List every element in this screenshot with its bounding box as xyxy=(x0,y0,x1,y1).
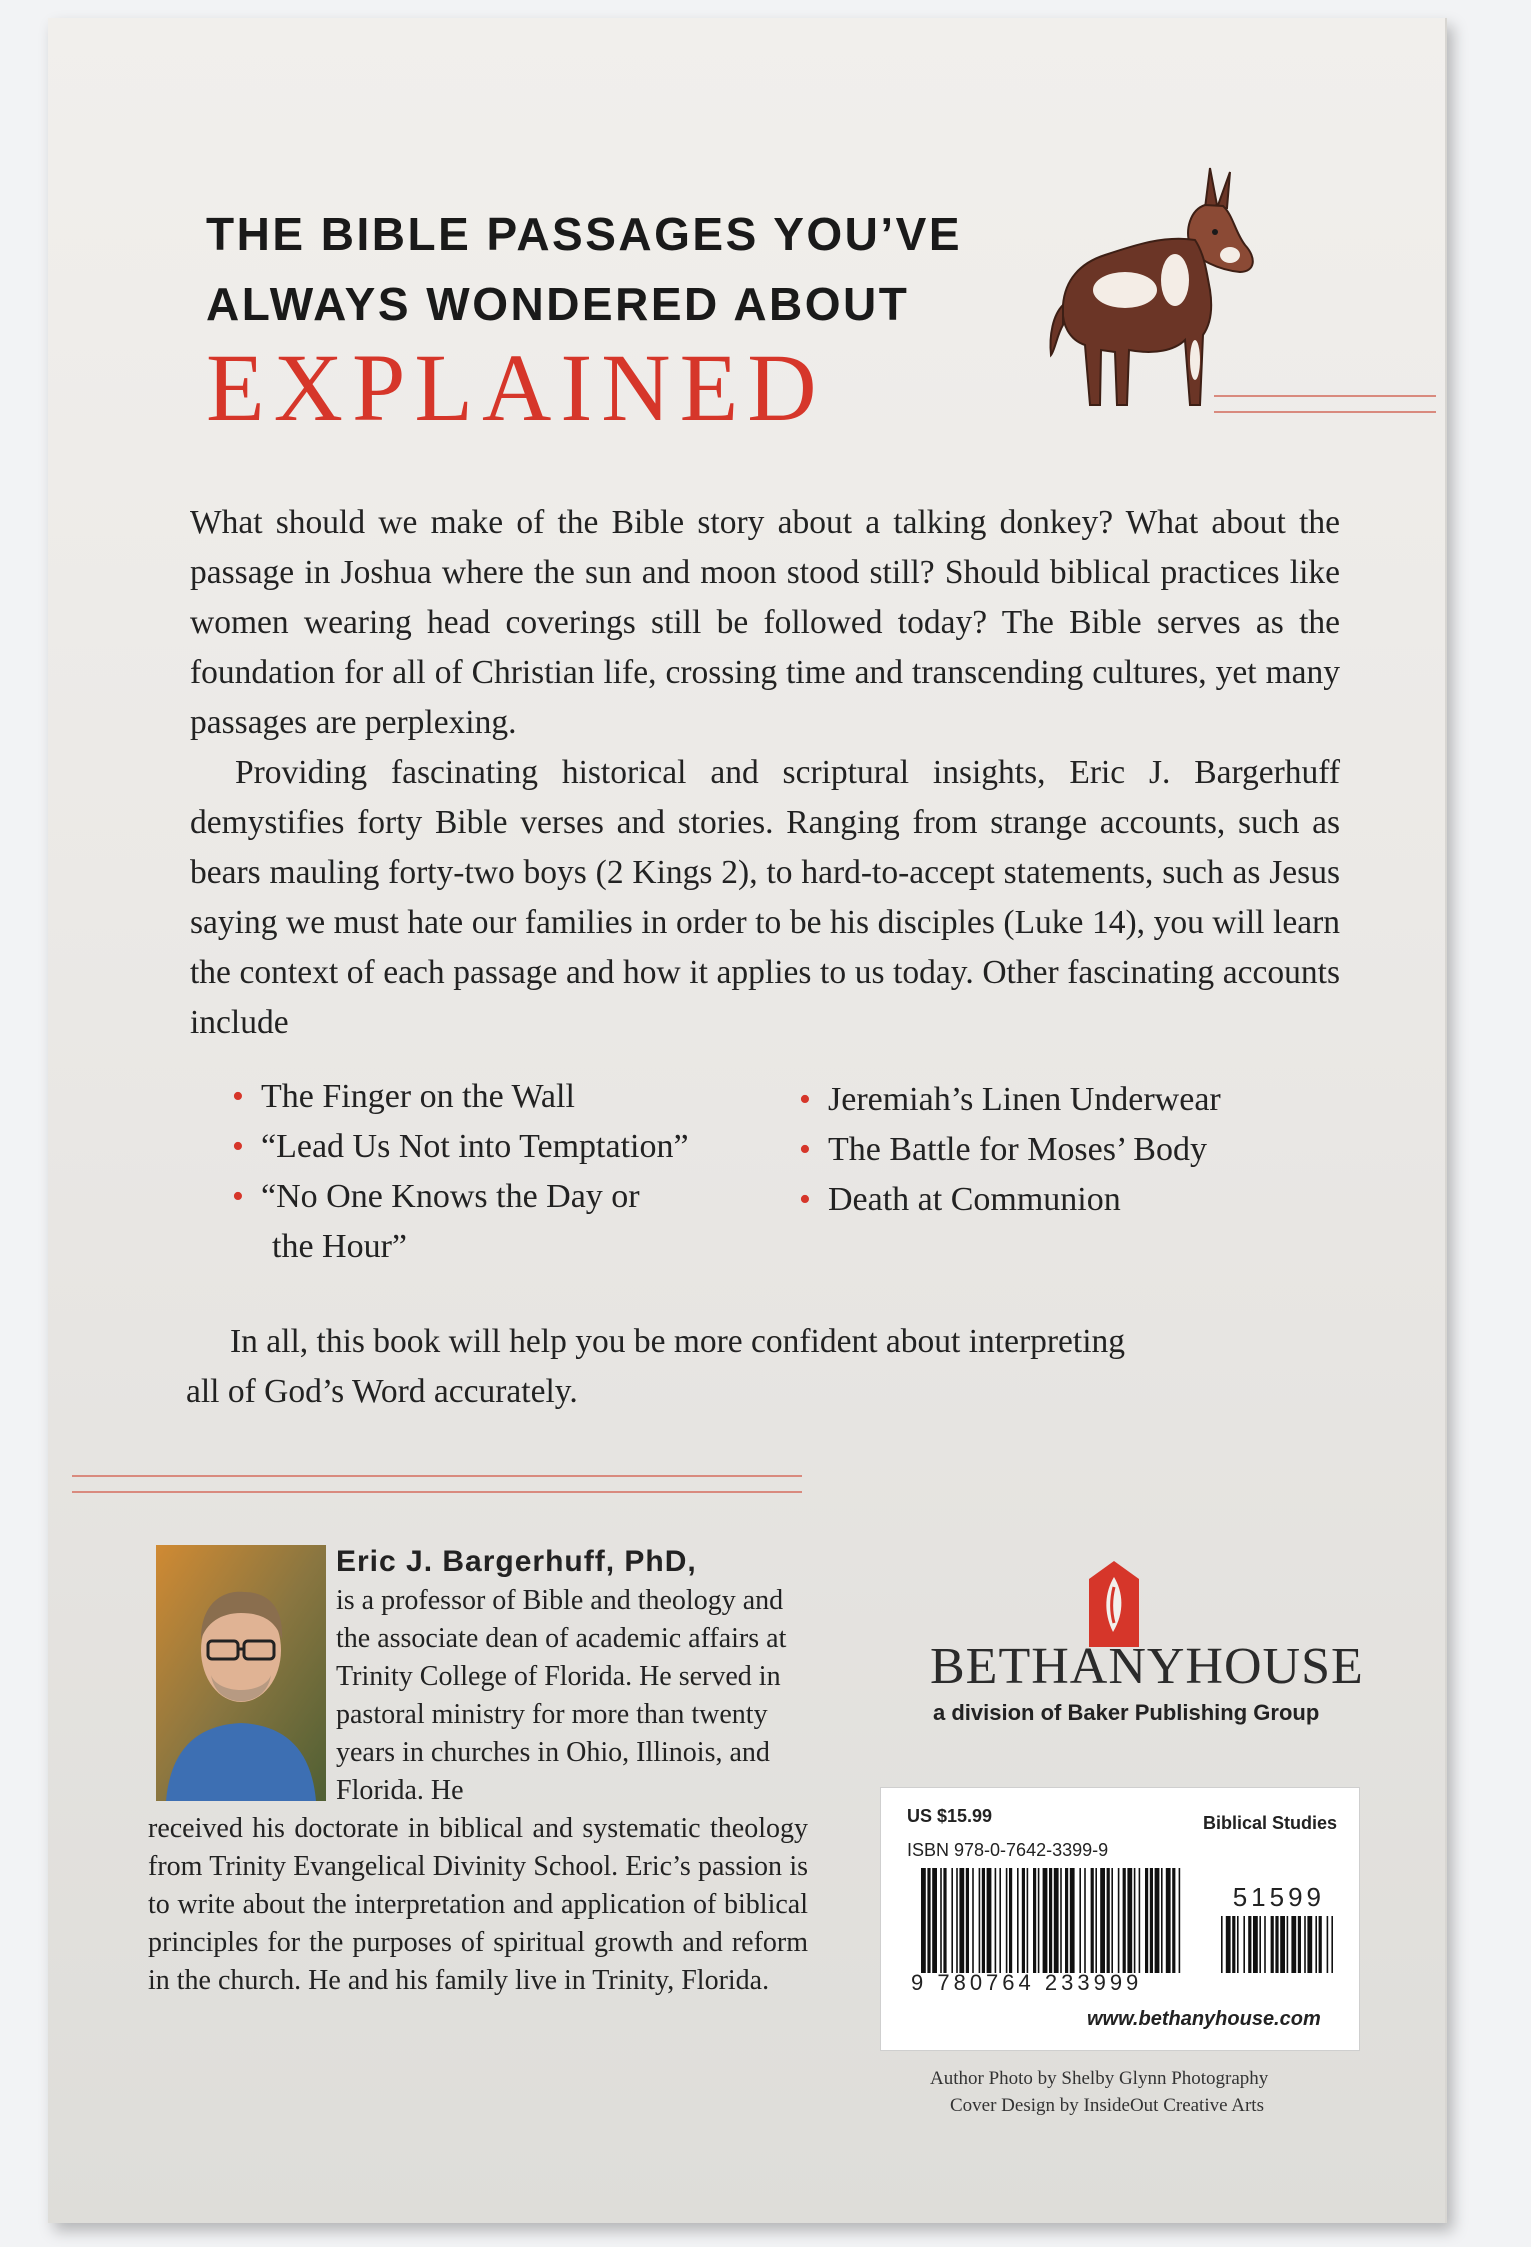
barcode-bar xyxy=(1145,1868,1148,1973)
barcode-bar xyxy=(1291,1916,1296,1973)
barcode-bar xyxy=(1275,1916,1278,1973)
publisher-url: www.bethanyhouse.com xyxy=(1087,2008,1321,2030)
barcode-bar xyxy=(1009,1868,1012,1973)
barcode-bar xyxy=(979,1868,981,1973)
barcode-bar xyxy=(1084,1868,1086,1973)
barcode-bar xyxy=(1017,1868,1019,1973)
barcode-bar xyxy=(1280,1916,1285,1973)
barcode-bar xyxy=(1264,1916,1266,1973)
price-code-label: 51599 xyxy=(1232,1882,1325,1912)
barcode-bar xyxy=(1232,1916,1235,1973)
barcode-bar xyxy=(1237,1916,1239,1973)
barcode-bar xyxy=(1038,1868,1040,1973)
closing-line-2: all of God’s Word accurately. xyxy=(186,1373,578,1410)
barcode-bar xyxy=(966,1868,969,1973)
list-item: • Death at Communion xyxy=(797,1175,1317,1225)
author-rule-lower xyxy=(72,1491,802,1493)
price-label: US $15.99 xyxy=(907,1806,993,1826)
barcode-bar xyxy=(1172,1868,1175,1973)
headline-line-2: ALWAYS WONDERED ABOUT xyxy=(206,278,910,330)
barcode-bar xyxy=(1139,1868,1141,1973)
design-credit: Cover Design by InsideOut Creative Arts xyxy=(950,2095,1264,2116)
barcode-bar xyxy=(1079,1868,1081,1973)
barcode-bar xyxy=(940,1868,942,1973)
isbn-label: ISBN 978-0-7642-3399-9 xyxy=(907,1840,1109,1860)
publisher-subtitle: a division of Baker Publishing Group xyxy=(933,1700,1320,1725)
author-bio-bottom: received his doctorate in biblical and systematic theology from Trinity Evangelical Divinity School. Eric’s passion is to write about the interpretation and application of biblical principles for the purposes of spiritual growth and reform in the church. He and his family live in Trinity, Florida. xyxy=(148,1813,808,1996)
author-rule-upper xyxy=(72,1475,802,1477)
barcode-bar xyxy=(1134,1868,1136,1973)
barcode-bar xyxy=(1287,1916,1289,1973)
list-item: • Jeremiah’s Linen Underwear xyxy=(797,1075,1317,1125)
addon-barcode-bars xyxy=(1221,1916,1333,1973)
barcode-bar xyxy=(1161,1868,1163,1973)
barcode-bar xyxy=(932,1868,937,1973)
barcode-bar xyxy=(1166,1868,1171,1973)
barcode-bar xyxy=(1315,1916,1317,1973)
bullet-list-left xyxy=(230,1072,790,1272)
barcode-bar xyxy=(1179,1868,1181,1973)
barcode-bar xyxy=(956,1868,958,1973)
barcode-bar xyxy=(1111,1868,1113,1973)
barcode-bar xyxy=(1248,1916,1251,1973)
barcode-bar xyxy=(951,1868,953,1973)
barcode-bar xyxy=(1100,1868,1105,1973)
barcode-bar xyxy=(1271,1916,1274,1973)
barcode-bar xyxy=(1027,1868,1029,1973)
barcode-bar xyxy=(1118,1868,1120,1973)
barcode-bar xyxy=(959,1868,964,1973)
list-item: • “Lead Us Not into Temptation” xyxy=(230,1122,790,1172)
author-photo xyxy=(156,1545,326,1801)
barcode-bar xyxy=(1226,1916,1231,1973)
list-item-continuation: the Hour” xyxy=(272,1228,408,1265)
barcode-bar xyxy=(1253,1916,1258,1973)
barcode-bar xyxy=(1123,1868,1126,1973)
author-bio-top xyxy=(336,1543,806,1810)
description-paragraph-2: Providing fascinating historical and scriptural insights, Eric J. Bargerhuff demystifies forty Bible verses and stories. Ranging from strange accounts, such as bears mauling forty-two boys (2 Kings 2), to hard-to-accept statements, such as Jesus saying we must hate our families in order to be his disciples (Luke 14), you will learn the context of each passage and how it applies to us today. Other fascinating accounts include xyxy=(190,754,1340,1041)
list-item: • The Battle for Moses’ Body xyxy=(797,1125,1317,1175)
barcode-bar xyxy=(1155,1868,1160,1973)
barcode-bar xyxy=(1091,1868,1094,1973)
barcode-label xyxy=(880,1787,1360,2051)
description-paragraph-1: What should we make of the Bible story about a talking donkey? What about the passage in Joshua where the sun and moon stood still? Should biblical practices like women wearing head coverings still be followed today? The Bible serves as the foundation for all of Christian life, crossing time and transcending cultures, yet many passages are perplexing. xyxy=(190,504,1340,741)
barcode-bar xyxy=(1043,1868,1048,1973)
barcode-bar xyxy=(1006,1868,1008,1973)
barcode-bar xyxy=(1127,1868,1132,1973)
barcode-bar xyxy=(1259,1916,1261,1973)
barcode-bar xyxy=(1243,1916,1245,1973)
barcode-bar xyxy=(1054,1868,1059,1973)
barcode-bar xyxy=(1319,1916,1322,1973)
headline-highlight: EXPLAINED xyxy=(206,334,826,441)
barcode-bar xyxy=(1033,1868,1036,1973)
bullet-list-right xyxy=(797,1075,1317,1225)
barcode-bar xyxy=(1327,1916,1329,1973)
publisher-name: BETHANYHOUSE xyxy=(930,1638,1364,1695)
barcode-bar xyxy=(1095,1868,1097,1973)
barcode-bar xyxy=(1304,1916,1306,1973)
author-name: Eric J. Bargerhuff, PhD, xyxy=(336,1545,697,1578)
photo-credit: Author Photo by Shelby Glynn Photography xyxy=(930,2068,1269,2089)
barcode-bar xyxy=(1331,1916,1333,1973)
barcode-digits: 9 780764 233999 xyxy=(911,1970,1143,1995)
barcode-bar xyxy=(1065,1868,1068,1973)
barcode-bar xyxy=(1070,1868,1075,1973)
author-bio-text: is a professor of Bible and theology and the associate dean of academic affairs at Trinity College of Florida. He served in pastoral ministry for more than twenty years in churches in Ohio, Illinois, and Florida. He xyxy=(336,1585,787,1806)
barcode-bar xyxy=(1107,1868,1110,1973)
barcode-bar xyxy=(982,1868,985,1973)
barcode-bar xyxy=(927,1868,930,1973)
barcode-bar xyxy=(1298,1916,1301,1973)
barcode-bar xyxy=(921,1868,926,1973)
barcode-bar xyxy=(1150,1868,1153,1973)
headline-line-1: THE BIBLE PASSAGES YOU’VE xyxy=(206,208,963,260)
author-portrait-icon xyxy=(156,1545,326,1801)
donkey-illustration-icon xyxy=(1045,160,1265,415)
barcode-bar xyxy=(999,1868,1001,1973)
barcode-bar xyxy=(1049,1868,1052,1973)
barcode-bar xyxy=(987,1868,992,1973)
barcode-bar xyxy=(1307,1916,1312,1973)
barcode-bar xyxy=(972,1868,974,1973)
barcode-bar xyxy=(1060,1868,1062,1973)
list-item: • “No One Knows the Day or xyxy=(230,1172,790,1222)
closing-line-1: In all, this book will help you be more confident about interpreting xyxy=(230,1323,1125,1360)
barcode-bar xyxy=(943,1868,946,1973)
barcode-bar xyxy=(1022,1868,1025,1973)
list-item: • The Finger on the Wall xyxy=(230,1072,790,1122)
barcode-bar xyxy=(1221,1916,1223,1973)
barcode-bar xyxy=(995,1868,997,1973)
barcode-bars xyxy=(921,1868,1181,1973)
category-label: Biblical Studies xyxy=(1202,1813,1337,1833)
